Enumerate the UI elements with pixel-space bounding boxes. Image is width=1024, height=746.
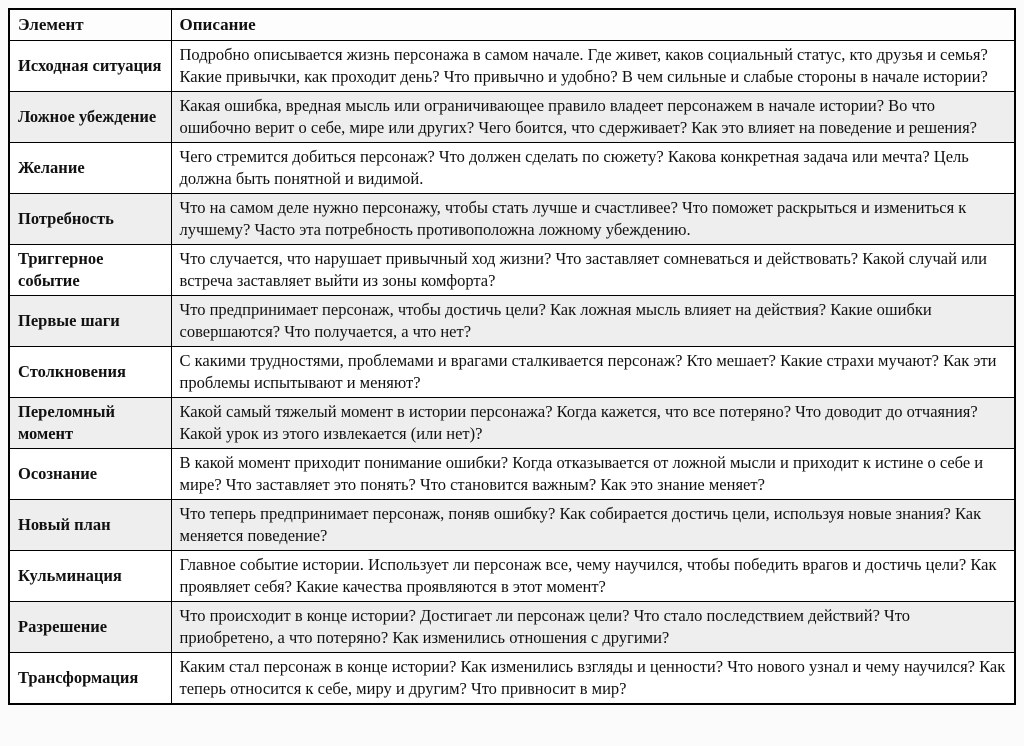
description-cell: Чего стремится добиться персонаж? Что должен сделать по сюжету? Какова конкретная задача или мечта? Цель должна быть понятной и видимой. — [171, 143, 1015, 194]
table-row — [9, 347, 1015, 398]
table-row — [9, 143, 1015, 194]
description-cell: Что теперь предпринимает персонаж, поняв ошибку? Как собирается достичь цели, используя новые знания? Как меняется поведение? — [171, 500, 1015, 551]
element-cell: Новый план — [9, 500, 171, 551]
description-cell: Каким стал персонаж в конце истории? Как изменились взгляды и ценности? Что нового узнал и чему научился? Как теперь относится к себе, миру и другим? Что привносит в мир? — [171, 653, 1015, 705]
element-cell: Триггерное событие — [9, 245, 171, 296]
table-row — [9, 245, 1015, 296]
element-cell: Первые шаги — [9, 296, 171, 347]
element-cell: Переломный момент — [9, 398, 171, 449]
description-cell: Подробно описывается жизнь персонажа в самом начале. Где живет, каков социальный статус, кто друзья и семья? Какие привычки, как проходит день? Что привычно и удобно? В чем сильные и слабые стороны в начале истории? — [171, 41, 1015, 92]
element-cell: Ложное убеждение — [9, 92, 171, 143]
description-cell: В какой момент приходит понимание ошибки? Когда отказывается от ложной мысли и приходит к истине о себе и мире? Что заставляет это понять? Что становится важным? Как это знание меняет? — [171, 449, 1015, 500]
description-cell: Какой самый тяжелый момент в истории персонажа? Когда кажется, что все потеряно? Что доводит до отчаяния? Какой урок из этого извлекается (или нет)? — [171, 398, 1015, 449]
table-body — [9, 41, 1015, 705]
description-cell: Что случается, что нарушает привычный ход жизни? Что заставляет сомневаться и действовать? Какой случай или встреча заставляет выйти из зоны комфорта? — [171, 245, 1015, 296]
description-cell: Что происходит в конце истории? Достигает ли персонаж цели? Что стало последствием действий? Что приобретено, а что потеряно? Как изменились отношения с другими? — [171, 602, 1015, 653]
element-cell: Разрешение — [9, 602, 171, 653]
table-row — [9, 500, 1015, 551]
description-cell: Что предпринимает персонаж, чтобы достичь цели? Как ложная мысль влияет на действия? Какие ошибки совершаются? Что получается, а что нет? — [171, 296, 1015, 347]
header-row — [9, 9, 1015, 41]
description-cell: Главное событие истории. Использует ли персонаж все, чему научился, чтобы победить врагов и достичь цели? Как проявляет себя? Какие качества проявляются в этот момент? — [171, 551, 1015, 602]
element-cell: Трансформация — [9, 653, 171, 705]
table-header — [9, 9, 1015, 41]
element-cell: Столкновения — [9, 347, 171, 398]
element-cell: Осознание — [9, 449, 171, 500]
table-row — [9, 41, 1015, 92]
table-row — [9, 602, 1015, 653]
description-cell: С какими трудностями, проблемами и врагами сталкивается персонаж? Кто мешает? Какие страхи мучают? Как эти проблемы испытывают и меняют? — [171, 347, 1015, 398]
table-row — [9, 398, 1015, 449]
story-elements-table — [8, 8, 1016, 705]
element-cell: Кульминация — [9, 551, 171, 602]
description-cell: Что на самом деле нужно персонажу, чтобы стать лучше и счастливее? Что поможет раскрыться и измениться к лучшему? Часто эта потребность противоположна ложному убеждению. — [171, 194, 1015, 245]
column-header-element: Элемент — [9, 9, 171, 41]
element-cell: Исходная ситуация — [9, 41, 171, 92]
column-header-description: Описание — [171, 9, 1015, 41]
table-row — [9, 551, 1015, 602]
description-cell: Какая ошибка, вредная мысль или ограничивающее правило владеет персонажем в начале истории? Во что ошибочно верит о себе, мире или других? Чего боится, что сдерживает? Как это влияет на поведение и решения? — [171, 92, 1015, 143]
table-row — [9, 653, 1015, 705]
element-cell: Желание — [9, 143, 171, 194]
element-cell: Потребность — [9, 194, 171, 245]
table-row — [9, 296, 1015, 347]
table-row — [9, 449, 1015, 500]
table-row — [9, 92, 1015, 143]
table-row — [9, 194, 1015, 245]
